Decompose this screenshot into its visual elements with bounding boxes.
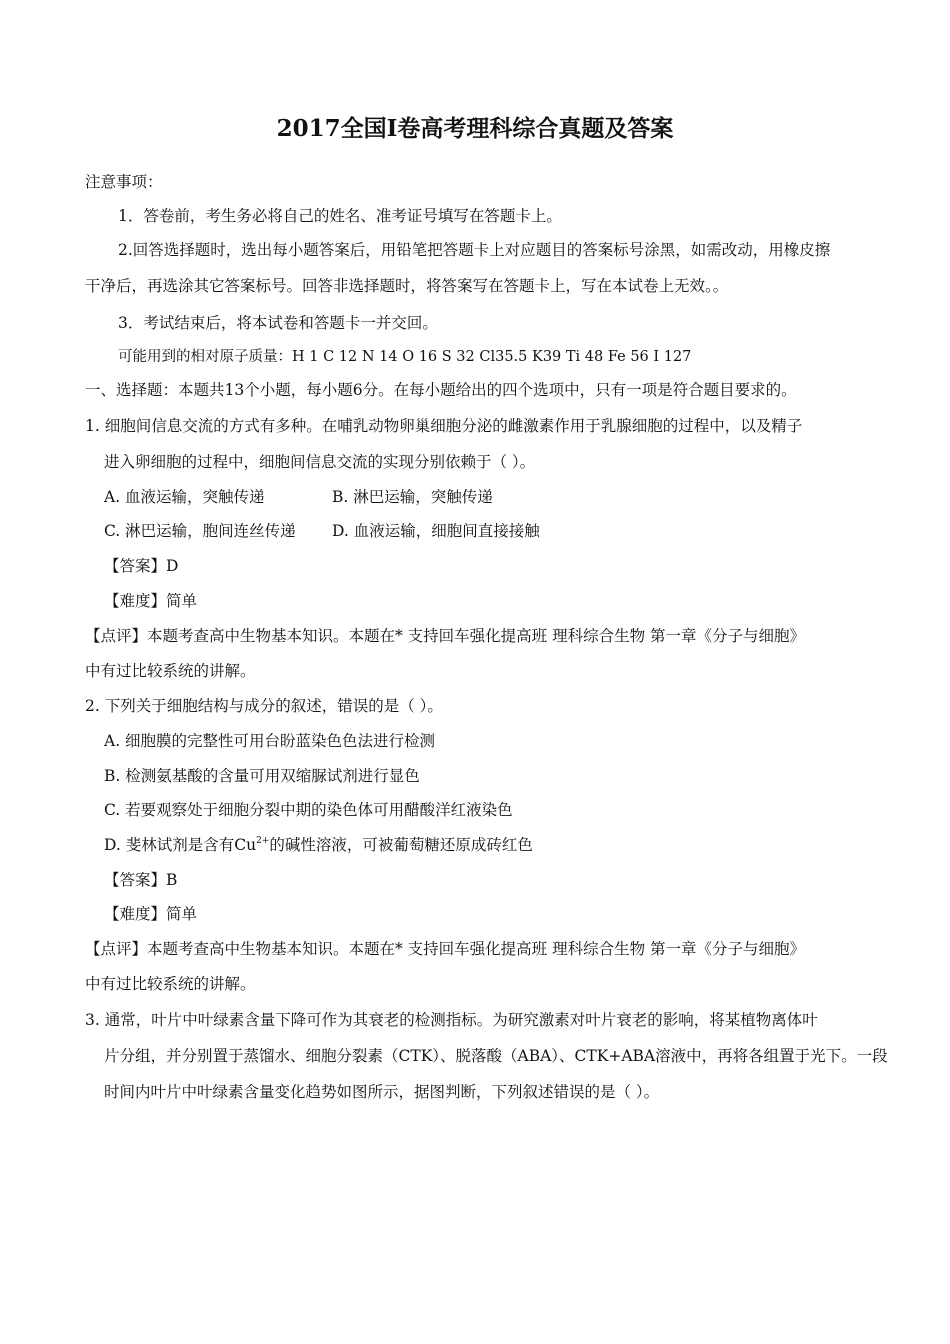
notice-item-2-line-1: 2.回答选择题时，选出每小题答案后，用铅笔把答题卡上对应题目的答案标号涂黑，如需改动，用橡皮擦 xyxy=(118,241,831,259)
q1-option-c: C. 淋巴运输，胞间连丝传递 xyxy=(104,522,296,540)
q2-option-d-pre: D. 斐林试剂是含有Cu xyxy=(104,836,257,854)
q1-option-d: D. 血液运输，细胞间直接接触 xyxy=(332,522,540,540)
q1-comment-line-2: 中有过比较系统的讲解。 xyxy=(85,662,256,680)
q2-option-c: C. 若要观察处于细胞分裂中期的染色体可用醋酸洋红液染色 xyxy=(104,801,513,819)
q2-option-a: A. 细胞膜的完整性可用台盼蓝染色色法进行检测 xyxy=(104,732,436,750)
q1-stem-line-1: 1. 细胞间信息交流的方式有多种。在哺乳动物卵巢细胞分泌的雌激素作用于乳腺细胞的过程中，以及精子 xyxy=(85,417,803,435)
notice-heading: 注意事项： xyxy=(85,173,163,191)
q1-answer: 【答案】D xyxy=(104,557,179,575)
atomic-mass-line: 可能用到的相对原子质量：H 1 C 12 N 14 O 16 S 32 Cl35.5 K39 Ti 48 Fe 56 I 127 xyxy=(118,349,692,365)
q3-stem-line-2: 片分组，并分别置于蒸馏水、细胞分裂素（CTK）、脱落酸（ABA）、CTK+ABA溶液中，再将各组置于光下。一段 xyxy=(104,1047,888,1065)
q2-option-d-post: 的碱性溶液，可被葡萄糖还原成砖红色 xyxy=(269,836,533,854)
q2-comment-line-1: 【点评】本题考查高中生物基本知识。本题在* 支持回车强化提高班 理科综合生物 第一章《分子与细胞》 xyxy=(85,940,806,958)
q1-options-row-2 xyxy=(104,521,540,541)
q2-difficulty: 【难度】简单 xyxy=(104,905,198,923)
q1-option-a: A. 血液运输，突触传递 xyxy=(104,488,265,506)
page-title: 2017全国Ⅰ卷高考理科综合真题及答案 xyxy=(276,115,674,142)
notice-item-1: 1．答卷前，考生务必将自己的姓名、准考证号填写在答题卡上。 xyxy=(118,207,562,225)
notice-item-2-line-2: 干净后，再选涂其它答案标号。回答非选择题时，将答案写在答题卡上，写在本试卷上无效。。 xyxy=(85,277,729,295)
q1-difficulty: 【难度】简单 xyxy=(104,592,198,610)
notice-item-3: 3．考试结束后，将本试卷和答题卡一并交回。 xyxy=(118,314,438,332)
q2-answer: 【答案】B xyxy=(104,871,178,889)
q1-comment-line-1: 【点评】本题考查高中生物基本知识。本题在* 支持回车强化提高班 理科综合生物 第一章《分子与细胞》 xyxy=(85,627,806,645)
q2-stem: 2. 下列关于细胞结构与成分的叙述，错误的是（ ）。 xyxy=(85,697,443,715)
q2-option-b: B. 检测氨基酸的含量可用双缩脲试剂进行显色 xyxy=(104,767,420,785)
q3-stem-line-1: 3. 通常，叶片中叶绿素含量下降可作为其衰老的检测指标。为研究激素对叶片衰老的影响，将某植物离体叶 xyxy=(85,1011,818,1029)
section-heading: 一、选择题：本题共13个小题，每小题6分。在每小题给出的四个选项中，只有一项是符合题目要求的。 xyxy=(85,381,797,399)
q2-comment-line-2: 中有过比较系统的讲解。 xyxy=(85,975,256,993)
q1-stem-line-2: 进入卵细胞的过程中，细胞间信息交流的实现分别依赖于（ ）。 xyxy=(104,453,536,471)
q2-option-d xyxy=(104,835,533,855)
q3-stem-line-3: 时间内叶片中叶绿素含量变化趋势如图所示，据图判断，下列叙述错误的是（ ）。 xyxy=(104,1083,660,1101)
q2-option-d-charge: 2+ xyxy=(256,836,270,846)
q1-option-b: B. 淋巴运输，突触传递 xyxy=(332,488,493,506)
q1-options-row-1 xyxy=(104,487,493,507)
